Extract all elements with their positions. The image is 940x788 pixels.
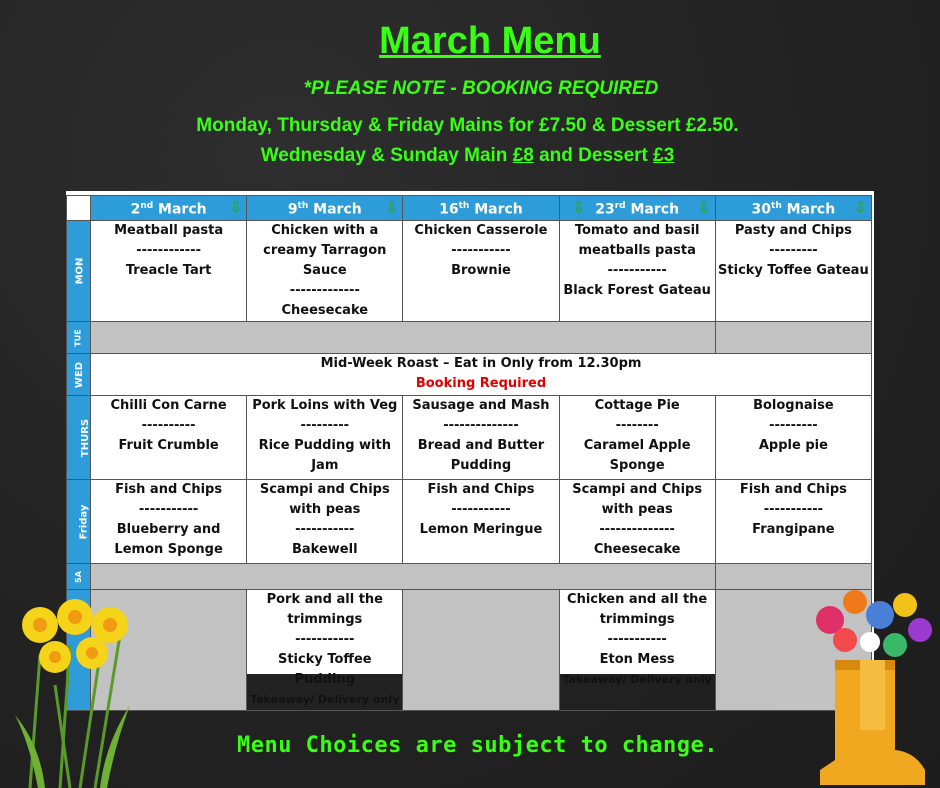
menu-table-panel [66,191,874,706]
menu-cell: Bolognaise --------- Apple pie [715,395,871,479]
pricing-line-2: Wednesday & Sunday Main £8 and Dessert £3 [260,145,675,166]
closed-cell [403,589,559,710]
menu-cell: Meatball pasta ------------ Treacle Tart [91,220,247,321]
row-sat [67,563,872,589]
menu-cell: Scampi and Chips with peas ----------- Bakewell [247,479,403,563]
menu-cell: Chilli Con Carne ---------- Fruit Crumble [91,395,247,479]
menu-cell: Fish and Chips ----------- Frangipane [715,479,871,563]
closed-cell [91,321,716,353]
day-label: WED [67,353,91,395]
menu-cell: Sausage and Mash -------------- Bread and Butter Pudding [403,395,559,479]
row-wed [67,353,872,395]
menu-table [66,195,872,711]
menu-cell: Chicken with a creamy Tarragon Sauce ------------- Cheesecake [247,220,403,321]
down-arrow-icon: ⇩ [228,198,243,217]
down-arrow-icon: ⇩ [571,198,585,217]
pricing-line-1: Monday, Thursday & Friday Mains for £7.50 & Dessert £2.50. [196,115,739,136]
day-label: MON [67,220,91,321]
menu-cell: Fish and Chips ----------- Blueberry and Lemon Sponge [91,479,247,563]
column-header: 9th March ⇩ [247,196,403,221]
row-mon [67,220,872,321]
column-header: 2nd March ⇩ [91,196,247,221]
page-title: March Menu [379,20,601,62]
day-label: Friday [67,479,91,563]
row-tue [67,321,872,353]
wednesday-roast-cell: Mid-Week Roast – Eat in Only from 12.30pm Booking Required [91,353,872,395]
day-label: TUE [67,321,91,353]
down-arrow-icon: ⇩ [853,198,867,217]
column-header: 16th March [403,196,559,221]
menu-cell: Tomato and basil meatballs pasta ----------- Black Forest Gateau [559,220,715,321]
down-arrow-icon: ⇩ [697,198,711,217]
day-label: THURS [67,395,91,479]
menu-cell: Cottage Pie -------- Caramel Apple Sponge [559,395,715,479]
takeaway-note: Takeaway/ Delivery only [562,672,712,686]
flower-boot-image [800,580,940,788]
down-arrow-icon: ⇩ [384,198,399,217]
daffodils-image [10,595,150,788]
corner-cell [67,196,91,221]
closed-cell [715,321,871,353]
footer-note: Menu Choices are subject to change. [236,733,719,758]
booking-required-label: Booking Required [415,375,547,391]
header-row [67,196,872,221]
row-fri [67,479,872,563]
takeaway-note: Takeaway/ Delivery only [250,692,400,706]
menu-cell: Pasty and Chips --------- Sticky Toffee Gateau [715,220,871,321]
menu-cell: Scampi and Chips with peas -------------- Cheesecake [559,479,715,563]
column-header: 30th March ⇩ [715,196,871,221]
day-label: SA [67,563,91,589]
menu-cell: Pork and all the trimmings ----------- Sticky Toffee Pudding Takeaway/ Delivery only [247,589,403,710]
menu-cell: Pork Loins with Veg --------- Rice Pudding with Jam [247,395,403,479]
column-header: ⇩ 23rd March ⇩ [559,196,715,221]
menu-cell: Fish and Chips ----------- Lemon Meringue [403,479,559,563]
menu-cell: Chicken Casserole ----------- Brownie [403,220,559,321]
menu-cell: Chicken and all the trimmings ----------- Eton Mess Takeaway/ Delivery only [559,589,715,710]
closed-cell [91,563,716,589]
row-thurs [67,395,872,479]
booking-note: *PLEASE NOTE - BOOKING REQUIRED [303,78,659,99]
row-sun [67,589,872,710]
